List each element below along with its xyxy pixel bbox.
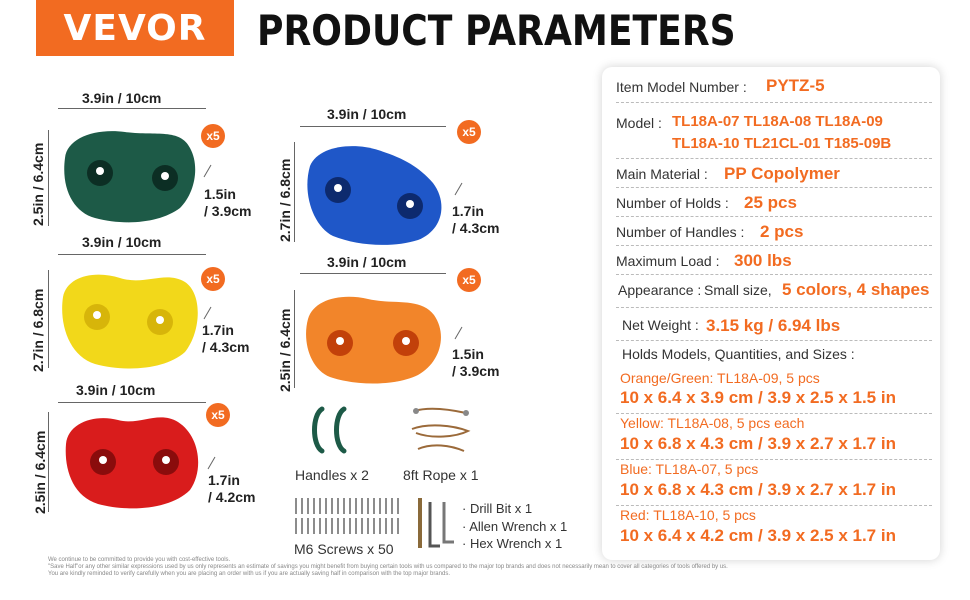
width-label: 3.9in / 10cm	[327, 254, 407, 270]
height-line	[48, 130, 49, 226]
depth-label: 1.7in / 4.3cm	[202, 322, 250, 355]
row-item-model	[616, 67, 932, 103]
width-line	[300, 273, 446, 274]
width-label: 3.9in / 10cm	[82, 234, 162, 250]
size-entry	[616, 368, 932, 414]
size-dims: 10 x 6.4 x 4.2 cm / 3.9 x 2.5 x 1.7 in	[620, 526, 896, 545]
holds-value: 25 pcs	[744, 193, 797, 212]
rope-label: 8ft Rope x 1	[403, 467, 479, 483]
depth-label: 1.5in / 3.9cm	[452, 346, 500, 379]
qty-badge: x5	[201, 124, 225, 148]
height-label: 2.7in / 6.8cm	[277, 158, 293, 242]
width-label: 3.9in / 10cm	[76, 382, 156, 398]
yellow-hold-image	[55, 262, 205, 374]
height-label: 2.5in / 6.4cm	[32, 430, 48, 514]
drill-bit-label: · Drill Bit x 1	[462, 501, 533, 516]
green-hold-image	[55, 118, 205, 228]
row-material	[616, 159, 932, 188]
width-line	[300, 126, 446, 127]
item-model-value: PYTZ-5	[766, 76, 825, 95]
depth-tick	[208, 457, 216, 470]
load-label: Maximum Load :	[616, 253, 720, 269]
blue-hold-image	[298, 138, 450, 248]
row-load	[616, 246, 932, 275]
qty-badge: x5	[457, 120, 481, 144]
tools-image	[414, 496, 458, 550]
handles-count-value: 2 pcs	[760, 222, 804, 241]
width-line	[58, 254, 206, 255]
load-value: 300 lbs	[734, 251, 792, 270]
holds-label: Number of Holds :	[616, 195, 729, 211]
rope-image	[408, 403, 474, 461]
brand-name: VEVOR	[63, 7, 207, 49]
size-model: Red: TL18A-10, 5 pcs	[620, 507, 756, 523]
depth-label: 1.5in / 3.9cm	[204, 186, 252, 219]
depth-tick	[455, 327, 463, 340]
sizes-label: Holds Models, Quantities, and Sizes :	[622, 346, 855, 362]
depth-label: 1.7in / 4.3cm	[452, 203, 500, 236]
red-hold-image	[58, 404, 208, 512]
parameters-card	[602, 67, 940, 560]
size-entry	[616, 414, 932, 460]
screws-image	[292, 494, 404, 540]
qty-badge: x5	[201, 267, 225, 291]
depth-label: 1.7in / 4.2cm	[208, 472, 256, 505]
width-label: 3.9in / 10cm	[82, 90, 162, 106]
size-model: Blue: TL18A-07, 5 pcs	[620, 461, 759, 477]
row-holds	[616, 188, 932, 217]
qty-badge: x5	[457, 268, 481, 292]
qty-badge: x5	[206, 403, 230, 427]
item-model-label: Item Model Number :	[616, 79, 747, 95]
allen-wrench-label: · Allen Wrench x 1	[462, 519, 568, 534]
orange-hold-image	[298, 285, 448, 387]
model-label: Model :	[616, 115, 662, 131]
material-value: PP Copolymer	[724, 164, 840, 183]
width-line	[58, 402, 206, 403]
size-dims: 10 x 6.4 x 3.9 cm / 3.9 x 2.5 x 1.5 in	[620, 388, 896, 407]
size-model: Yellow: TL18A-08, 5 pcs each	[620, 415, 805, 431]
appearance-value: 5 colors, 4 shapes	[782, 280, 930, 299]
row-handles	[616, 217, 932, 246]
row-appearance	[616, 275, 932, 308]
weight-value: 3.15 kg / 6.94 lbs	[706, 316, 841, 335]
height-label: 2.5in / 6.4cm	[30, 142, 46, 226]
height-line	[48, 270, 49, 368]
size-dims: 10 x 6.8 x 4.3 cm / 3.9 x 2.7 x 1.7 in	[620, 434, 896, 453]
footer-line-1: We continue to be committed to provide you with cost-effective tools.	[48, 557, 231, 563]
page-title: PRODUCT PARAMETERS	[257, 6, 736, 55]
height-line	[294, 290, 295, 388]
appearance-size: Small size,	[704, 282, 772, 298]
brand-logo	[36, 0, 234, 56]
row-sizes-heading	[616, 341, 932, 368]
size-dims: 10 x 6.8 x 4.3 cm / 3.9 x 2.7 x 1.7 in	[620, 480, 896, 499]
screws-label: M6 Screws x 50	[294, 541, 394, 557]
size-model: Orange/Green: TL18A-09, 5 pcs	[620, 370, 820, 386]
size-entry	[616, 460, 932, 506]
footer-line-2: "Save Half"or any other similar expressions used by us only represents an estimate of savings you might benefit from buying certain tools with us compared to the major top brands and does not necessarily mean to cover all categories of tools offered by us.	[48, 564, 728, 570]
row-weight	[616, 308, 932, 341]
width-line	[58, 108, 206, 109]
depth-tick	[455, 183, 463, 196]
height-label: 2.7in / 6.8cm	[30, 288, 46, 372]
height-line	[48, 412, 49, 512]
size-entry	[616, 506, 932, 552]
weight-label: Net Weight :	[622, 317, 699, 333]
appearance-label: Appearance :	[618, 282, 702, 298]
model-line-2: TL18A-10 TL21CL-01 T185-09B	[672, 135, 892, 152]
width-label: 3.9in / 10cm	[327, 106, 407, 122]
model-line-1: TL18A-07 TL18A-08 TL18A-09	[672, 113, 883, 130]
hex-wrench-label: · Hex Wrench x 1	[462, 536, 563, 551]
handles-count-label: Number of Handles :	[616, 224, 745, 240]
height-line	[294, 142, 295, 242]
footer-line-3: You are kindly reminded to verify carefully when you are placing an order with us if you are actually saving half in comparison with the top major brands.	[48, 571, 450, 577]
material-label: Main Material :	[616, 166, 708, 182]
row-model	[616, 103, 932, 159]
height-label: 2.5in / 6.4cm	[277, 308, 293, 392]
handles-label: Handles x 2	[295, 467, 369, 483]
handles-image	[308, 405, 352, 455]
